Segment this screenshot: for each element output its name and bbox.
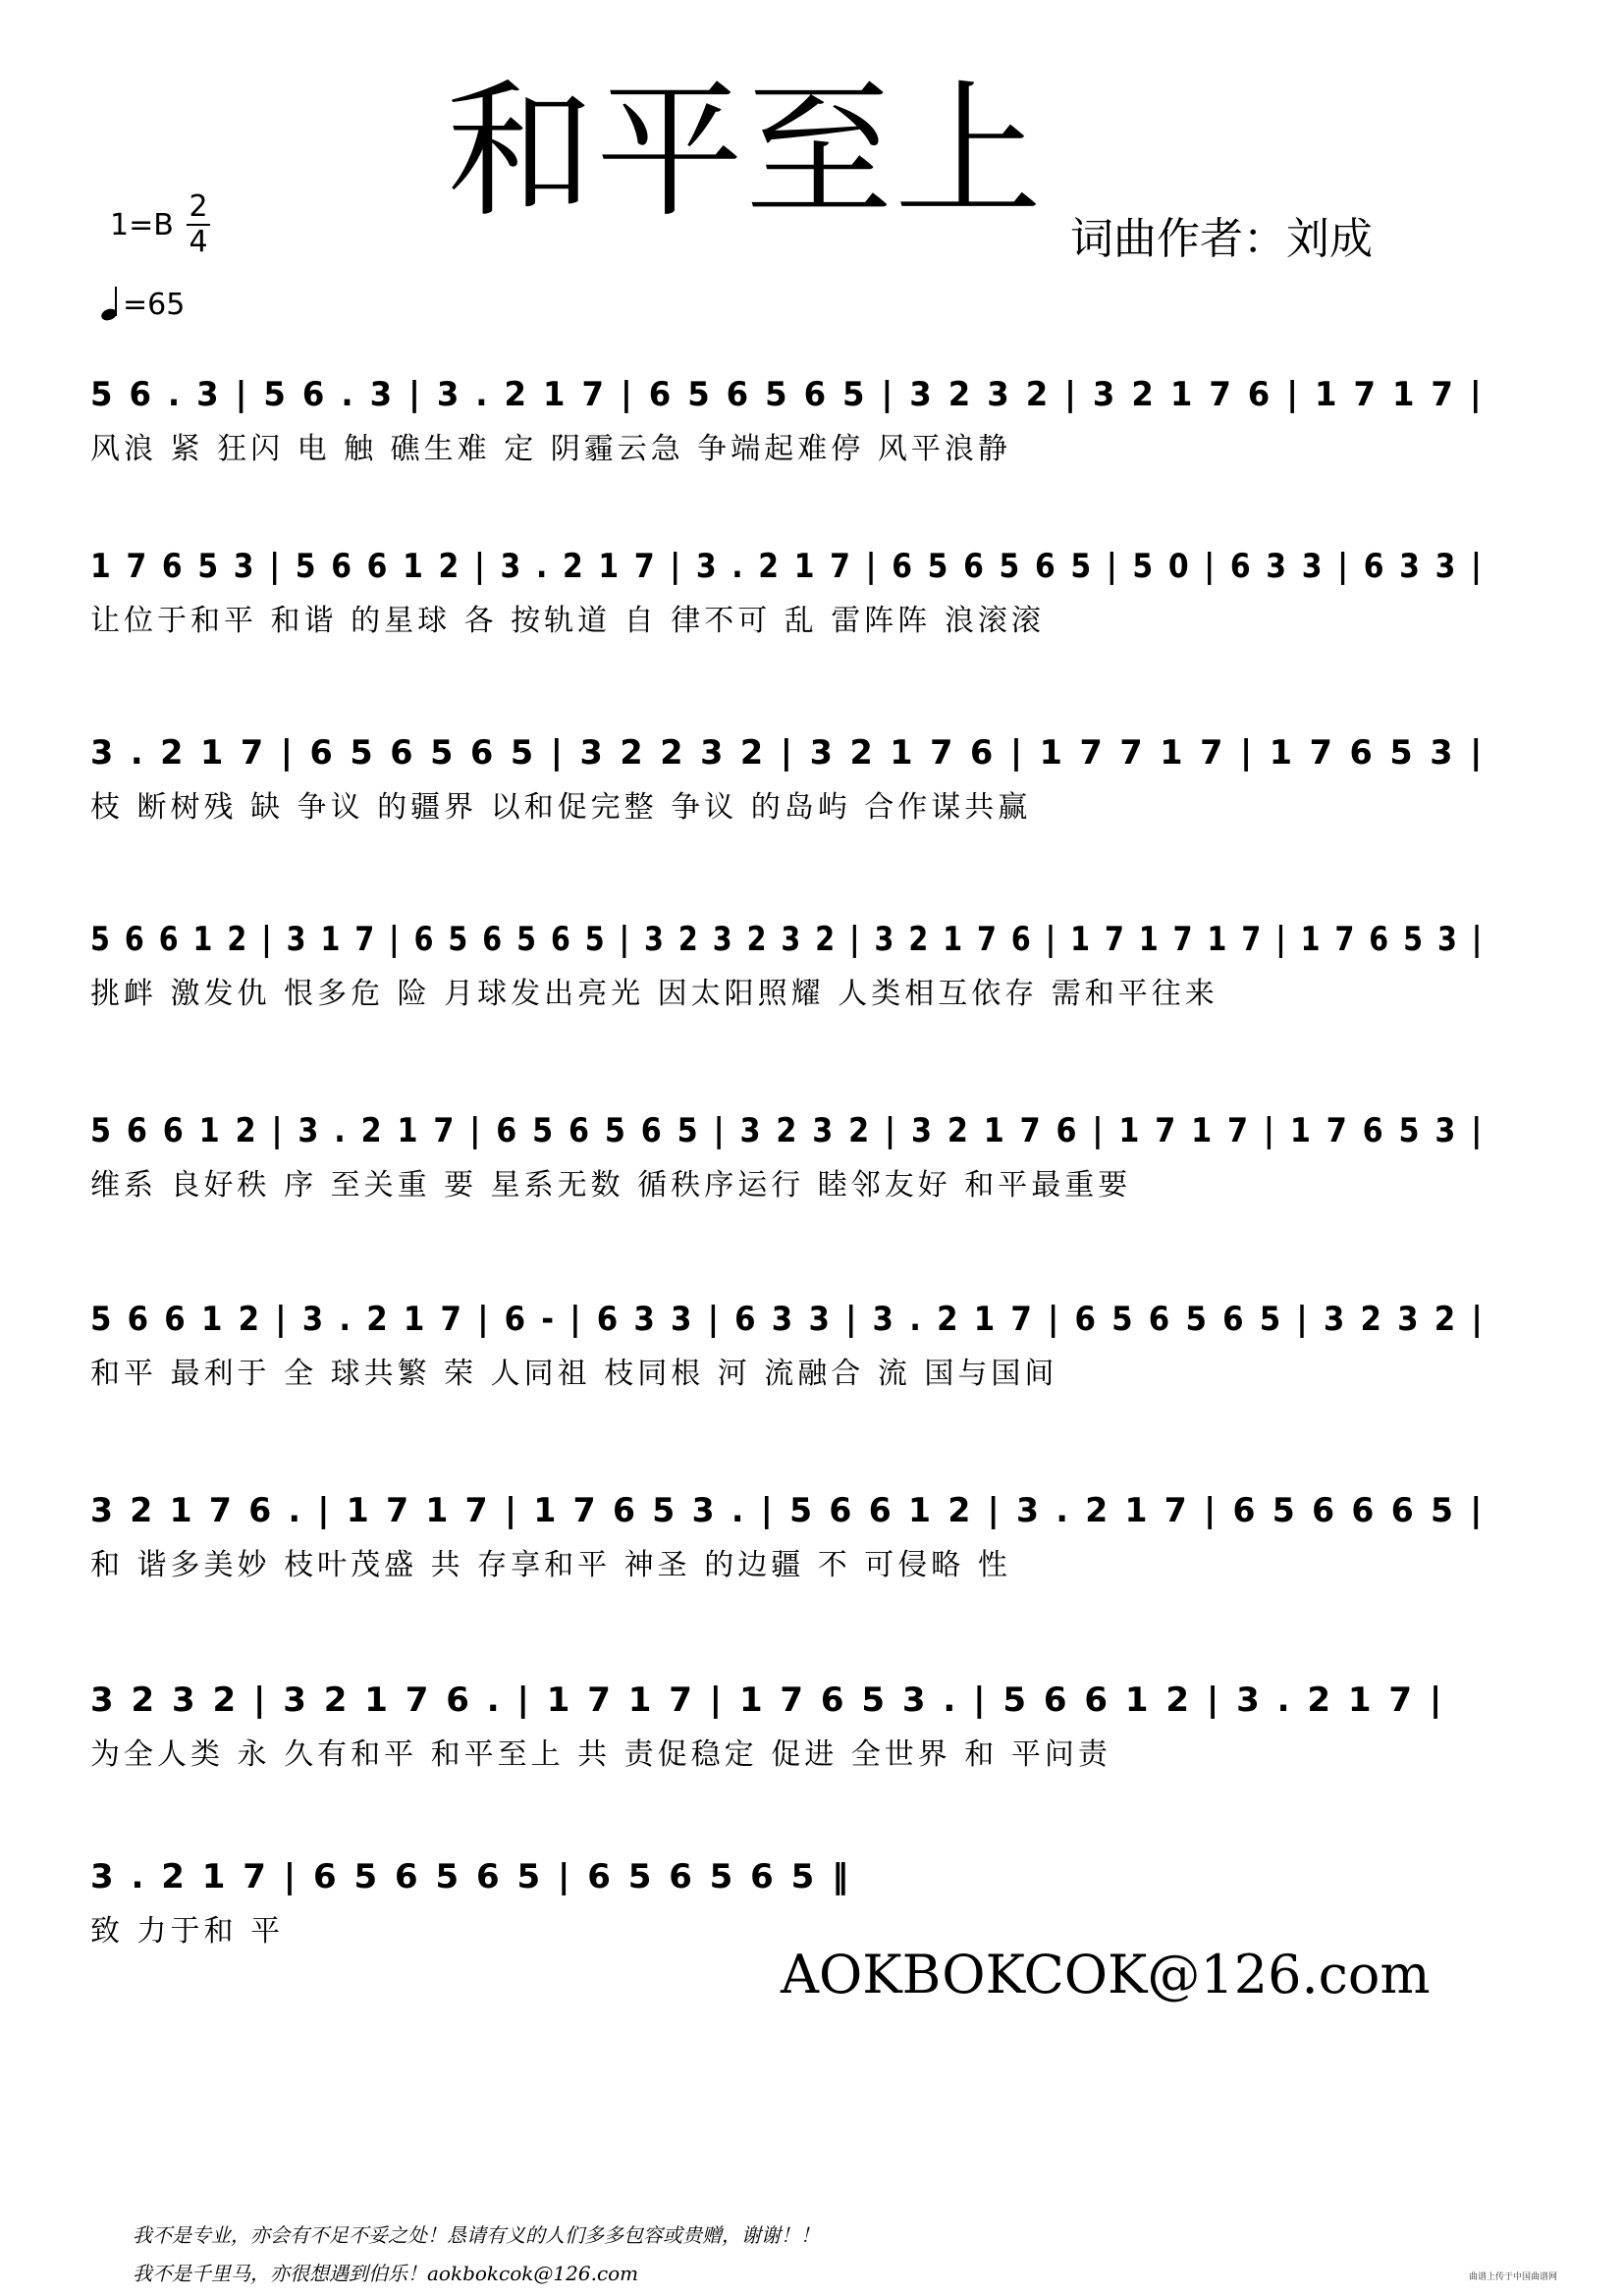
key-signature: 1=B xyxy=(110,208,174,242)
score-system-1 xyxy=(90,373,1485,481)
meter-denominator: 4 xyxy=(189,225,208,259)
lyrics-line: 维系 良好秩 序 至关重 要 星系无数 循秩序运行 睦邻友好 和平最重要 xyxy=(90,1168,1132,1202)
contact-email: AOKBOKCOK@126.com xyxy=(781,1944,1431,2005)
notation-line: 5 6 6 1 2 | 3 . 2 1 7 | 6 5 6 5 6 5 | 3 2 3 2 | 3 2 1 7 6 | 1 7 1 7 | 1 7 6 5 3 | xyxy=(90,1111,1486,1150)
notation-line: 5 6 6 1 2 | 3 1 7 | 6 5 6 5 6 5 | 3 2 3 2 3 2 | 3 2 1 7 6 | 1 7 1 7 1 7 | 1 7 6 5 3 | xyxy=(90,920,1485,959)
score-system-8 xyxy=(90,1679,1485,1787)
notation-line: 5 6 6 1 2 | 3 . 2 1 7 | 6 - | 6 3 3 | 6 3 3 | 3 . 2 1 7 | 6 5 6 5 6 5 | 3 2 3 2 | xyxy=(90,1300,1486,1339)
score-system-3 xyxy=(90,731,1485,839)
score-system-5 xyxy=(90,1109,1485,1217)
notation-line: 3 . 2 1 7 | 6 5 6 5 6 5 | 6 5 6 5 6 5 ‖ xyxy=(90,1857,852,1896)
tempo-value: =65 xyxy=(123,288,186,322)
lyrics-line: 挑衅 激发仇 恨多危 险 月球发出亮光 因太阳照耀 人类相互依存 需和平往来 xyxy=(90,977,1218,1011)
author-credit: 词曲作者：刘成 xyxy=(1070,214,1373,264)
notation-line: 3 2 3 2 | 3 2 1 7 6 . | 1 7 1 7 | 1 7 6 5 3 . | 5 6 6 1 2 | 3 . 2 1 7 | xyxy=(90,1681,1445,1720)
quarter-note-icon xyxy=(101,287,119,320)
score-system-2 xyxy=(90,545,1485,653)
lyrics-line: 致 力于和 平 xyxy=(90,1914,285,1949)
notation-line: 3 . 2 1 7 | 6 5 6 5 6 5 | 3 2 2 3 2 | 3 2 1 7 6 | 1 7 7 1 7 | 1 7 6 5 3 | xyxy=(90,733,1486,773)
lyrics-line: 为全人类 永 久有和平 和平至上 共 责促稳定 促进 全世界 和 平问责 xyxy=(90,1737,1111,1772)
notation-line: 1 7 6 5 3 | 5 6 6 1 2 | 3 . 2 1 7 | 3 . 2 1 7 | 6 5 6 5 6 5 | 5 0 | 6 3 3 | 6 3 3 | xyxy=(90,547,1485,586)
lyrics-line: 和 谐多美妙 枝叶茂盛 共 存享和平 神圣 的边疆 不 可侵略 性 xyxy=(90,1548,1011,1582)
meter-numerator: 2 xyxy=(189,189,208,224)
page-title: 和平至上 xyxy=(447,67,1045,238)
notation-line: 5 6 . 3 | 5 6 . 3 | 3 . 2 1 7 | 6 5 6 5 6 5 | 3 2 3 2 | 3 2 1 7 6 | 1 7 1 7 | xyxy=(90,375,1485,414)
lyrics-line: 枝 断树残 缺 争议 的疆界 以和促完整 争议 的岛屿 合作谋共赢 xyxy=(90,790,1032,825)
score-system-4 xyxy=(90,918,1485,1026)
lyrics-line: 让位于和平 和谐 的星球 各 按轨道 自 律不可 乱 雷阵阵 浪滚滚 xyxy=(90,604,1045,638)
score-system-6 xyxy=(90,1298,1485,1406)
score-system-7 xyxy=(90,1489,1485,1597)
time-signature xyxy=(187,189,210,259)
lyrics-line: 风浪 紧 狂闪 电 触 礁生难 定 阴霾云急 争端起难停 风平浪静 xyxy=(90,432,1011,466)
lyrics-line: 和平 最利于 全 球共繁 荣 人同祖 枝同根 河 流融合 流 国与国间 xyxy=(90,1357,1058,1391)
upload-stamp: 曲谱上传于中国曲谱网 xyxy=(1469,2272,1558,2282)
notation-line: 3 2 1 7 6 . | 1 7 1 7 | 1 7 6 5 3 . | 5 6 6 1 2 | 3 . 2 1 7 | 6 5 6 6 6 5 | xyxy=(90,1491,1486,1530)
footer-note-2: 我不是千里马，亦很想遇到伯乐！aokbokcok@126.com xyxy=(133,2262,639,2285)
footer-note-1: 我不是专业，亦会有不足不妥之处！恳请有义的人们多多包容或贵赠，谢谢！！ xyxy=(133,2223,820,2247)
tempo-marking xyxy=(101,287,185,320)
